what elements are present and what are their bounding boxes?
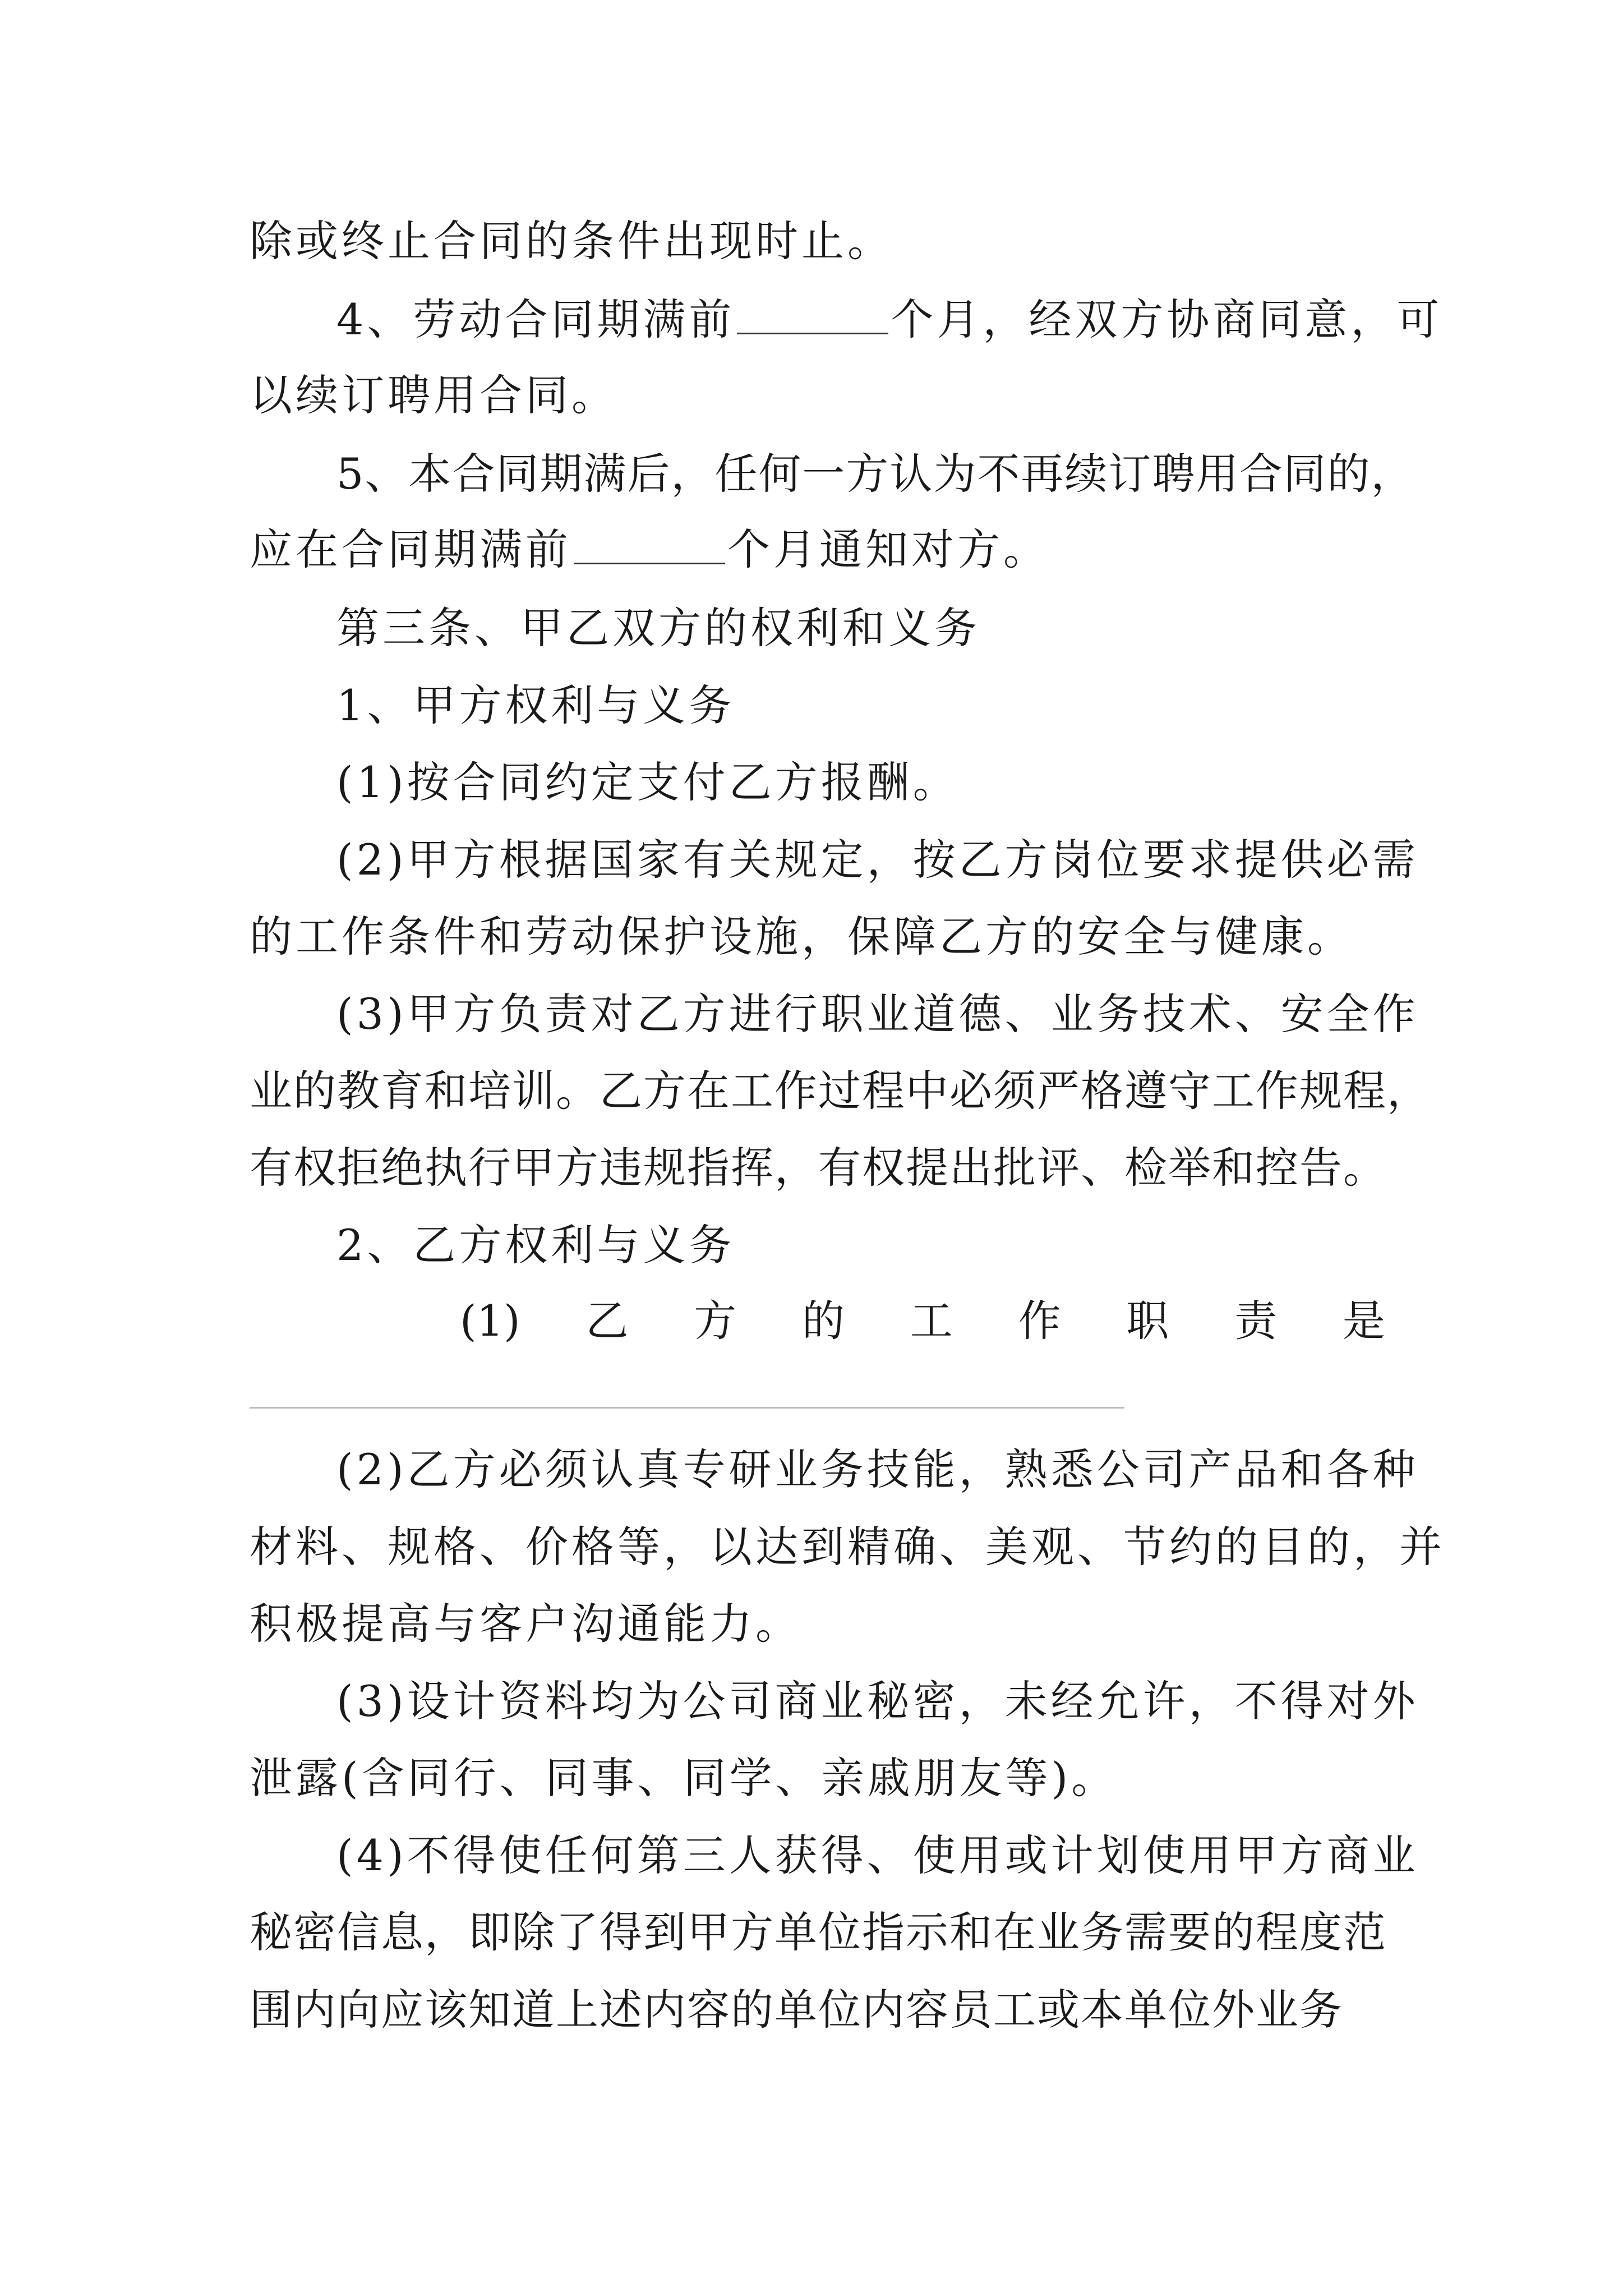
text-line — [250, 522, 1394, 578]
text-line: (2)乙方必须认真专研业务技能，熟悉公司产品和各种 — [336, 1444, 1419, 1494]
text-segment: 作 — [1018, 1296, 1061, 1346]
text-segment: 个月，经双方协商同意，可 — [891, 295, 1443, 344]
text-line: 除或终止合同的条件出现时止。 — [250, 216, 893, 266]
spread-text-line — [460, 1293, 1385, 1349]
text-line: 秘密信息，即除了得到甲方单位指示和在业务需要的程度范 — [250, 1907, 1387, 1957]
text-line: (2)甲方根据国家有关规定，按乙方岗位要求提供必需 — [336, 835, 1419, 885]
text-segment: 的 — [802, 1296, 845, 1346]
text-line: 积极提高与客户沟通能力。 — [250, 1599, 801, 1649]
section-heading: 第三条、甲乙双方的权利和义务 — [336, 603, 980, 653]
fill-blank — [574, 529, 725, 564]
text-segment: 乙 — [585, 1296, 629, 1346]
text-line: 5、本合同期满后，任何一方认为不再续订聘用合同的， — [336, 449, 1415, 499]
text-segment: 应在合同期满前 — [250, 524, 571, 574]
fill-rule — [250, 1407, 1124, 1409]
text-segment: (1) — [460, 1296, 520, 1346]
text-line: 泄露(含同行、同事、同学、亲戚朋友等)。 — [250, 1753, 1118, 1803]
text-segment: 个月通知对方。 — [727, 524, 1049, 574]
text-segment: 职 — [1126, 1296, 1169, 1346]
text-line: 的工作条件和劳动保护设施，保障乙方的安全与健康。 — [250, 912, 1353, 961]
text-segment: 是 — [1342, 1296, 1385, 1346]
text-segment: 工 — [910, 1296, 953, 1346]
text-line: (4)不得使任何第三人获得、使用或计划使用甲方商业 — [336, 1830, 1419, 1880]
text-segment: 方 — [694, 1296, 737, 1346]
text-line: 以续订聘用合同。 — [250, 370, 617, 420]
text-line: 业的教育和培训。乙方在工作过程中必须严格遵守工作规程， — [250, 1066, 1431, 1116]
subsection-heading: 2、乙方权利与义务 — [336, 1220, 735, 1270]
text-line: (3)设计资料均为公司商业秘密，未经允许，不得对外 — [336, 1676, 1419, 1726]
text-line: 围内向应该知道上述内容的单位内容员工或本单位外业务 — [250, 1985, 1343, 2035]
subsection-heading: 1、甲方权利与义务 — [336, 680, 735, 730]
text-line: 材料、规格、价格等，以达到精确、美观、节约的目的，并 — [250, 1522, 1445, 1572]
text-line: 有权拒绝执行甲方违规指挥，有权提出批评、检举和控告。 — [250, 1143, 1387, 1193]
text-line: (3)甲方负责对乙方进行职业道德、业务技术、安全作 — [336, 989, 1419, 1039]
text-segment: 责 — [1234, 1296, 1278, 1346]
text-segment: 4、劳动合同期满前 — [336, 295, 735, 344]
fill-blank — [737, 299, 888, 334]
text-line — [336, 292, 1443, 348]
text-line: (1)按合同约定支付乙方报酬。 — [336, 757, 959, 807]
